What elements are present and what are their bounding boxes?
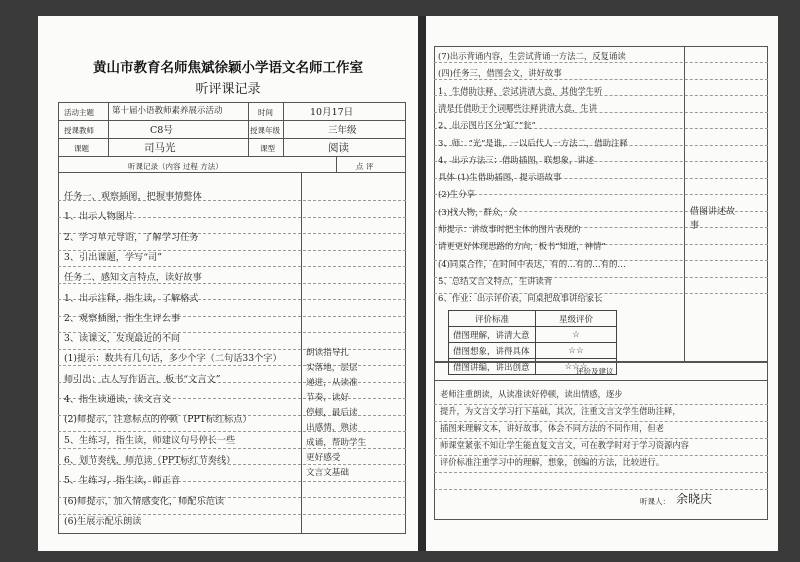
note-line: 4、指生读通读，读文言文 xyxy=(64,394,171,405)
note-line: 插图来理解文本，讲好故事，体会不同方法的不同作用，但老 xyxy=(440,423,665,433)
note-line: 3、读课文，发现最近的不同 xyxy=(64,333,181,345)
note-line: 停顿，最后读 xyxy=(306,408,358,418)
note-line: (2)生分享 xyxy=(438,189,475,200)
comment-label: 点 评 xyxy=(356,162,374,171)
eval-row-stars: ☆☆☆ xyxy=(536,359,617,375)
grade-value: 三年级 xyxy=(328,125,357,136)
note-line: 文言文基础 xyxy=(306,468,349,478)
note-line: 3、师：“光”是谁，一以后代人一方法二，借助注释 xyxy=(438,137,628,148)
note-line: (2)师提示，注意标点的停顿（PPT标红标点） xyxy=(64,414,252,426)
note-line: 节奏，读好 xyxy=(306,393,349,403)
page-title: 黄山市教育名师焦斌徐颖小学语文名师工作室 xyxy=(93,60,363,76)
note-line: 事 xyxy=(690,221,700,231)
note-line: 2、出示图片区分“缸”“瓮” xyxy=(438,120,536,131)
listener-signature: 余晓庆 xyxy=(676,492,713,506)
type-value: 阅读 xyxy=(328,142,349,154)
note-line: 1、出示注释，指生读，了解格式 xyxy=(64,292,199,304)
note-line: 6、作业：出示评价表，同桌把故事讲给家长 xyxy=(438,293,603,304)
note-line: 提升，为文言文学习打下基础，其次，注重文言文学生借助注释， xyxy=(440,406,681,416)
note-line: 成诵，帮助学生 xyxy=(306,438,367,448)
note-line: 5、生练习，指生读，师正音 xyxy=(64,475,181,487)
note-line: (7)出示背诵内容，生尝试背诵一方法二，反复诵读 xyxy=(438,51,626,61)
note-line: (四)任务三，借图会文，讲好故事 xyxy=(438,68,562,79)
topic-label: 课题 xyxy=(74,144,89,153)
eval-header-standard: 评价标准 xyxy=(449,311,536,327)
activity-theme-value: 第十届小语教师素养展示活动 xyxy=(112,106,223,116)
note-line: 2、学习单元导语，了解学习任务 xyxy=(64,231,199,243)
note-line: 师提示：讲故事时把主体的图片表现的 xyxy=(438,224,581,234)
note-line: (3)找人物，群众，众 xyxy=(438,206,517,217)
evaluation-heading: 评价及建议 xyxy=(576,367,614,376)
note-line: 师课堂紧张不知让学生能直复文言文，可在教学时对于学习资源内容 xyxy=(440,440,689,450)
right-page xyxy=(426,16,778,551)
note-line: (4)同桌合作，在时间中表达，有的…有的…有的… xyxy=(438,258,626,269)
note-line: 4、出示方法三：借助插图，联想象，讲述 xyxy=(438,154,595,165)
note-line: 1、生借助注释，尝试讲清大意，其他学生听 xyxy=(438,85,603,96)
note-line: 朗读指导扎 xyxy=(306,348,349,358)
type-label: 课型 xyxy=(260,144,275,153)
note-line: 老师注重朗读，从读准读好停顿，读出情感，逐步 xyxy=(440,389,623,399)
activity-theme-label: 活动主题 xyxy=(64,108,94,117)
grade-label: 授课年级 xyxy=(250,126,280,135)
topic-value: 司马光 xyxy=(144,142,176,154)
note-line: 5、总结文言文特点，生讲读背 xyxy=(438,275,553,286)
note-line: (6)师提示，加入情感变化，师配乐范读 xyxy=(64,495,225,507)
teacher-label: 授课教师 xyxy=(64,126,94,135)
note-line: 出感情，熟读 xyxy=(306,423,358,433)
note-line: 实落地，层层 xyxy=(306,363,358,373)
eval-row-stars: ☆ xyxy=(536,327,617,343)
note-line: 2、观察插图，指生生评么事 xyxy=(64,312,181,324)
note-line: (1)提示：数共有几句话，多少个字（二句话33个字） xyxy=(64,353,282,365)
eval-header-stars: 星级评价 xyxy=(536,311,617,327)
note-line: 5、生练习，指生读，师建议句号停长一些 xyxy=(64,434,236,446)
note-line: 请更更好体现思路的方向，板书“知道，神情” xyxy=(438,241,606,252)
note-line: 递进，从读准 xyxy=(306,378,358,388)
eval-row-label: 借图讲编，讲出创意 xyxy=(449,359,536,375)
note-line: 1、出示人物图片 xyxy=(64,211,135,223)
eval-row-label: 借图想象，讲得具体 xyxy=(449,343,536,359)
note-line: 更好感受 xyxy=(306,453,341,463)
time-label: 时间 xyxy=(258,108,273,117)
note-line: 清是任借助于个词哪些注释讲清大意，生讲 xyxy=(438,102,598,113)
teacher-value: C8号 xyxy=(150,125,173,136)
note-line: 6、划节奏线，师范读（PPT标红节奏线） xyxy=(64,454,236,466)
note-line: 师引出：古人写作语言，板书“文言文” xyxy=(64,373,221,385)
listener-label: 听课人： xyxy=(640,497,670,506)
note-line: 借图讲述故 xyxy=(690,207,736,217)
time-value: 10月17日 xyxy=(310,107,354,118)
eval-row-label: 借图理解，讲清大意 xyxy=(449,327,536,343)
record-label: 听课记录（内容 过程 方法） xyxy=(128,162,223,171)
note-line: 任务一、观察插图，把握事情整体 xyxy=(64,191,202,202)
note-line: 具体 (1)生借助插图，提示语故事 xyxy=(438,172,562,183)
page-subtitle: 听评课记录 xyxy=(195,82,261,97)
note-line: (6)生展示配乐朗读 xyxy=(64,515,142,527)
eval-row-stars: ☆☆ xyxy=(536,343,617,359)
note-line: 3、引出课题，学写“司” xyxy=(64,251,162,263)
left-page xyxy=(38,16,418,551)
note-line: 任务二、感知文言特点，读好故事 xyxy=(64,272,202,284)
note-line: 评价标准注重学习中的理解，想象，创编的方法，比较进行。 xyxy=(440,457,665,467)
